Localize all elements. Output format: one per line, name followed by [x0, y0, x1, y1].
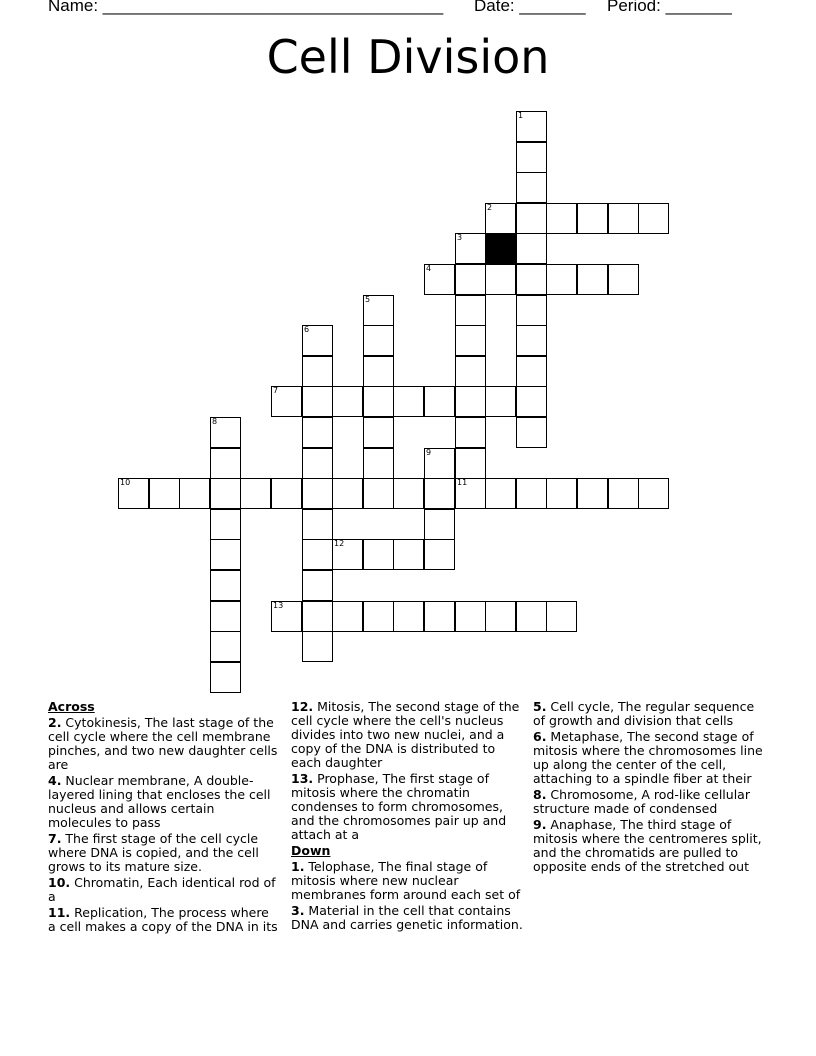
crossword-cell[interactable] — [455, 264, 486, 295]
clue-down-6: 6. Metaphase, The second stage of mitosis where the chromosomes line up along the center of the cell, attaching to a spindle fiber at their — [533, 729, 763, 786]
crossword-cell[interactable] — [516, 325, 547, 356]
down-heading: Down — [291, 843, 331, 858]
crossword-cell[interactable] — [302, 478, 333, 509]
clue-across-12: 12. Mitosis, The second stage of the cell cycle where the cell's nucleus divides into two new nuclei, and a copy of the DNA is distributed to each daughter — [291, 699, 520, 770]
crossword-cell[interactable] — [455, 325, 486, 356]
clue-number: 12 — [334, 539, 345, 548]
clue-number: 5 — [365, 295, 371, 304]
crossword-cell[interactable] — [210, 509, 241, 540]
crossword-cell[interactable] — [302, 325, 333, 356]
crossword-cell[interactable] — [577, 478, 608, 509]
crossword-cell[interactable] — [271, 386, 302, 417]
crossword-cell[interactable] — [516, 203, 547, 234]
crossword-cell[interactable] — [516, 601, 547, 632]
crossword-cell[interactable] — [455, 478, 486, 509]
crossword-cell[interactable] — [363, 356, 394, 387]
crossword-cell[interactable] — [516, 111, 547, 142]
crossword-cell[interactable] — [638, 203, 669, 234]
clue-number: 9 — [426, 448, 432, 457]
page-title: Cell Division — [266, 30, 550, 84]
crossword-cell[interactable] — [210, 631, 241, 662]
clues-column-2 — [291, 700, 527, 934]
crossword-cell[interactable] — [302, 631, 333, 662]
crossword-cell[interactable] — [363, 478, 394, 509]
across-heading: Across — [48, 699, 95, 714]
crossword-cell[interactable] — [332, 386, 363, 417]
crossword-cell[interactable] — [363, 448, 394, 479]
crossword-cell[interactable] — [363, 417, 394, 448]
crossword-cell[interactable] — [302, 386, 333, 417]
clue-across-2: 2. Cytokinesis, The last stage of the cell cycle where the cell membrane pinches, and two new daughter cells are — [48, 715, 278, 772]
clue-down-3: 3. Material in the cell that contains DNA and carries genetic information. — [291, 903, 523, 932]
name-field-label: Name: ____________________________________ — [48, 0, 444, 15]
clue-number: 11 — [457, 478, 468, 487]
crossword-cell[interactable] — [424, 386, 455, 417]
clue-across-4: 4. Nuclear membrane, A double-layered lining that encloses the cell nucleus and allows certain molecules to pass — [48, 773, 271, 830]
crossword-cell[interactable] — [516, 386, 547, 417]
crossword-cell[interactable] — [455, 601, 486, 632]
crossword-cell[interactable] — [485, 203, 516, 234]
clue-across-13: 13. Prophase, The first stage of mitosis where the chromatin condenses to form chromosomes, and the chromosomes pair up and attach at a — [291, 771, 507, 842]
crossword-cell[interactable] — [455, 233, 486, 264]
crossword-cell[interactable] — [455, 295, 486, 326]
crossword-cell[interactable] — [363, 386, 394, 417]
clue-number: 8 — [212, 417, 218, 426]
crossword-cell[interactable] — [302, 539, 333, 570]
crossword-cell[interactable] — [363, 601, 394, 632]
crossword-cell[interactable] — [302, 570, 333, 601]
crossword-cell[interactable] — [210, 570, 241, 601]
crossword-cell[interactable] — [485, 386, 516, 417]
crossword-cell[interactable] — [516, 478, 547, 509]
crossword-cell[interactable] — [516, 233, 547, 264]
crossword-cell[interactable] — [363, 539, 394, 570]
crossword-cell[interactable] — [516, 142, 547, 173]
crossword-cell[interactable] — [424, 264, 455, 295]
crossword-cell[interactable] — [485, 478, 516, 509]
crossword-cell[interactable] — [638, 478, 669, 509]
clue-across-11: 11. Replication, The process where a cell makes a copy of the DNA in its — [48, 905, 278, 934]
crossword-cell[interactable] — [332, 601, 363, 632]
crossword-cell[interactable] — [608, 478, 639, 509]
crossword-cell[interactable] — [393, 601, 424, 632]
crossword-cell[interactable] — [455, 417, 486, 448]
crossword-cell[interactable] — [302, 417, 333, 448]
crossword-cell[interactable] — [363, 325, 394, 356]
crossword-cell[interactable] — [393, 478, 424, 509]
crossword-cell[interactable] — [424, 601, 455, 632]
crossword-cell[interactable] — [455, 386, 486, 417]
crossword-cell[interactable] — [577, 264, 608, 295]
clue-down-5: 5. Cell cycle, The regular sequence of growth and division that cells — [533, 699, 755, 728]
date-field-label: Date: _______ — [474, 0, 586, 15]
crossword-cell[interactable] — [424, 448, 455, 479]
clue-number: 6 — [304, 325, 310, 334]
crossword-cell[interactable] — [210, 662, 241, 693]
clue-number: 7 — [273, 386, 279, 395]
clue-across-10: 10. Chromatin, Each identical rod of a — [48, 875, 276, 904]
crossword-cell[interactable] — [424, 509, 455, 540]
crossword-cell[interactable] — [179, 478, 210, 509]
crossword-cell[interactable] — [485, 264, 516, 295]
clue-number: 13 — [273, 601, 284, 610]
crossword-cell[interactable] — [363, 295, 394, 326]
crossword-cell[interactable] — [302, 448, 333, 479]
crossword-cell[interactable] — [546, 203, 577, 234]
crossword-cell[interactable] — [302, 356, 333, 387]
crossword-cell[interactable] — [332, 478, 363, 509]
crossword-cell[interactable] — [577, 203, 608, 234]
clue-down-8: 8. Chromosome, A rod-like cellular structure made of condensed — [533, 787, 750, 816]
crossword-cell[interactable] — [210, 478, 241, 509]
crossword-blocked-cell — [485, 233, 516, 264]
crossword-cell[interactable] — [332, 539, 363, 570]
clue-number: 10 — [120, 478, 131, 487]
clue-number: 2 — [487, 203, 493, 212]
crossword-cell[interactable] — [302, 601, 333, 632]
clues-column-1 — [48, 700, 280, 936]
crossword-cell[interactable] — [393, 386, 424, 417]
crossword-cell[interactable] — [424, 478, 455, 509]
crossword-cell[interactable] — [608, 203, 639, 234]
period-field-label: Period: _______ — [607, 0, 732, 15]
clue-across-7: 7. The first stage of the cell cycle where DNA is copied, and the cell grows to its mature size. — [48, 831, 259, 874]
crossword-cell[interactable] — [546, 478, 577, 509]
crossword-cell[interactable] — [393, 539, 424, 570]
crossword-cell[interactable] — [210, 448, 241, 479]
crossword-cell[interactable] — [455, 356, 486, 387]
crossword-cell[interactable] — [210, 601, 241, 632]
crossword-cell[interactable] — [271, 601, 302, 632]
clues-column-3 — [533, 700, 769, 876]
clue-down-9: 9. Anaphase, The third stage of mitosis where the centromeres split, and the chromatids are pulled to opposite ends of the stretched out — [533, 817, 762, 874]
crossword-cell[interactable] — [516, 356, 547, 387]
clue-number: 1 — [518, 111, 524, 120]
crossword-cell[interactable] — [240, 478, 271, 509]
crossword-cell[interactable] — [608, 264, 639, 295]
crossword-cell[interactable] — [210, 539, 241, 570]
crossword-cell[interactable] — [271, 478, 302, 509]
crossword-cell[interactable] — [546, 601, 577, 632]
crossword-cell[interactable] — [485, 601, 516, 632]
crossword-cell[interactable] — [210, 417, 241, 448]
crossword-cell[interactable] — [118, 478, 149, 509]
crossword-cell[interactable] — [424, 539, 455, 570]
crossword-cell[interactable] — [149, 478, 180, 509]
clue-down-1: 1. Telophase, The final stage of mitosis where new nuclear membranes form around each set of — [291, 859, 521, 902]
crossword-cell[interactable] — [302, 509, 333, 540]
crossword-cell[interactable] — [516, 295, 547, 326]
crossword-cell[interactable] — [516, 264, 547, 295]
crossword-cell[interactable] — [455, 448, 486, 479]
clue-number: 4 — [426, 264, 432, 273]
crossword-cell[interactable] — [516, 172, 547, 203]
clue-number: 3 — [457, 233, 463, 242]
crossword-cell[interactable] — [516, 417, 547, 448]
crossword-cell[interactable] — [546, 264, 577, 295]
